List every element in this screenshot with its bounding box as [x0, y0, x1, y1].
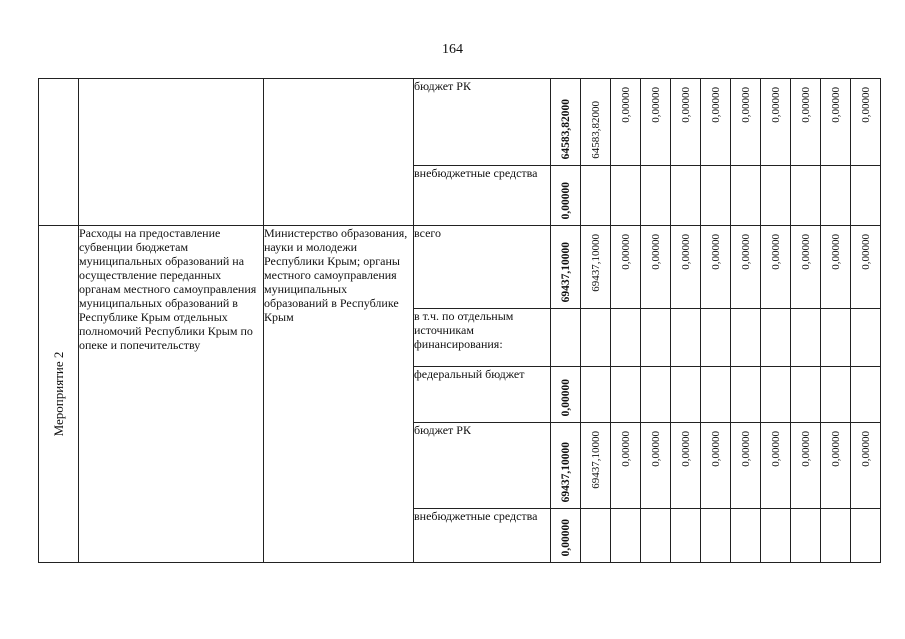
empty-cell [641, 509, 671, 563]
value-cell [731, 226, 761, 309]
empty-cell [821, 309, 851, 367]
empty-cell [791, 309, 821, 367]
source-cell: в т.ч. по отдельным источникам финансирования: [414, 309, 551, 367]
table-row [39, 226, 881, 309]
empty-cell [671, 509, 701, 563]
total-cell [551, 423, 581, 509]
empty-cell [581, 367, 611, 423]
empty-cell [641, 166, 671, 226]
value: 0,00000 [709, 431, 722, 467]
description-cell-empty [79, 79, 264, 226]
page-number: 164 [442, 42, 463, 57]
empty-cell [791, 367, 821, 423]
event-label: Мероприятие 2 [50, 351, 66, 437]
value: 0,00000 [859, 87, 872, 123]
source-cell: бюджет РК [414, 79, 551, 166]
empty-cell [851, 367, 881, 423]
empty-cell [701, 309, 731, 367]
value-cell [671, 226, 701, 309]
value-cell [581, 226, 611, 309]
total-value: 0,00000 [559, 378, 572, 416]
empty-cell [611, 166, 641, 226]
empty-cell [581, 309, 611, 367]
value: 0,00000 [739, 234, 752, 270]
description-cell: Расходы на предоставление субвенции бюджетам муниципальных образований на осуществление переданных органам местного самоуправления муниципальных образований в Республике Крым отдельных полномочий Республики Крым по опеке и попечительству [79, 226, 264, 563]
executor-cell-empty [264, 79, 414, 226]
total-cell [551, 79, 581, 166]
empty-cell [611, 509, 641, 563]
value: 0,00000 [619, 234, 632, 270]
empty-cell [641, 367, 671, 423]
empty-cell [671, 309, 701, 367]
value: 0,00000 [679, 87, 692, 123]
value: 69437,10000 [589, 431, 602, 489]
value: 0,00000 [769, 234, 782, 270]
value-cell [761, 423, 791, 509]
value-cell [641, 226, 671, 309]
value: 0,00000 [679, 431, 692, 467]
empty-cell [671, 367, 701, 423]
value: 0,00000 [709, 87, 722, 123]
value-cell [821, 423, 851, 509]
value-cell [671, 79, 701, 166]
empty-cell [761, 309, 791, 367]
value-cell [641, 423, 671, 509]
empty-cell [851, 166, 881, 226]
value: 0,00000 [799, 431, 812, 467]
event-cell-empty [39, 79, 79, 226]
value-cell [611, 423, 641, 509]
total-cell [551, 226, 581, 309]
value-cell [821, 226, 851, 309]
value: 0,00000 [739, 431, 752, 467]
value-cell [611, 226, 641, 309]
value-cell [851, 423, 881, 509]
value-cell [761, 226, 791, 309]
source-cell: внебюджетные средства [414, 166, 551, 226]
total-value: 64583,82000 [559, 98, 572, 159]
empty-cell [761, 509, 791, 563]
value-cell [851, 79, 881, 166]
empty-cell [551, 309, 581, 367]
value: 0,00000 [829, 431, 842, 467]
empty-cell [701, 367, 731, 423]
source-cell: внебюджетные средства [414, 509, 551, 563]
empty-cell [821, 367, 851, 423]
empty-cell [761, 367, 791, 423]
empty-cell [731, 509, 761, 563]
empty-cell [731, 309, 761, 367]
value-cell [581, 79, 611, 166]
empty-cell [761, 166, 791, 226]
value-cell [611, 79, 641, 166]
value-cell [701, 423, 731, 509]
empty-cell [851, 309, 881, 367]
empty-cell [641, 309, 671, 367]
value: 0,00000 [829, 87, 842, 123]
total-value: 0,00000 [559, 181, 572, 219]
total-cell [551, 509, 581, 563]
value: 0,00000 [829, 234, 842, 270]
source-cell: федеральный бюджет [414, 367, 551, 423]
budget-table [38, 78, 881, 563]
value-cell [671, 423, 701, 509]
empty-cell [791, 509, 821, 563]
total-cell [551, 367, 581, 423]
value-cell [731, 79, 761, 166]
value: 0,00000 [619, 431, 632, 467]
empty-cell [611, 367, 641, 423]
empty-cell [701, 166, 731, 226]
empty-cell [821, 166, 851, 226]
value: 0,00000 [649, 431, 662, 467]
value: 0,00000 [649, 234, 662, 270]
value: 0,00000 [769, 431, 782, 467]
total-cell [551, 166, 581, 226]
empty-cell [821, 509, 851, 563]
empty-cell [731, 166, 761, 226]
empty-cell [581, 509, 611, 563]
empty-cell [611, 309, 641, 367]
empty-cell [731, 367, 761, 423]
value-cell [701, 226, 731, 309]
value: 0,00000 [799, 234, 812, 270]
value-cell [731, 423, 761, 509]
value: 0,00000 [769, 87, 782, 123]
source-cell: всего [414, 226, 551, 309]
value: 64583,82000 [589, 101, 602, 159]
executor-cell: Министерство образования, науки и молодежи Республики Крым; органы местного самоуправления муниципальных образований в Республике Крым [264, 226, 414, 563]
value-cell [851, 226, 881, 309]
total-value: 69437,10000 [559, 241, 572, 302]
empty-cell [581, 166, 611, 226]
empty-cell [671, 166, 701, 226]
value-cell [791, 79, 821, 166]
value: 0,00000 [709, 234, 722, 270]
value-cell [821, 79, 851, 166]
value: 0,00000 [859, 234, 872, 270]
table-row [39, 79, 881, 166]
value-cell [791, 423, 821, 509]
value-cell [581, 423, 611, 509]
value: 0,00000 [799, 87, 812, 123]
event-label-cell [39, 226, 79, 563]
source-cell: бюджет РК [414, 423, 551, 509]
value: 0,00000 [619, 87, 632, 123]
value: 0,00000 [739, 87, 752, 123]
empty-cell [701, 509, 731, 563]
value-cell [791, 226, 821, 309]
value: 0,00000 [649, 87, 662, 123]
value-cell [641, 79, 671, 166]
value-cell [701, 79, 731, 166]
total-value: 0,00000 [559, 518, 572, 556]
total-value: 69437,10000 [559, 441, 572, 502]
value-cell [761, 79, 791, 166]
empty-cell [791, 166, 821, 226]
value: 0,00000 [679, 234, 692, 270]
empty-cell [851, 509, 881, 563]
value: 0,00000 [859, 431, 872, 467]
value: 69437,10000 [589, 234, 602, 292]
